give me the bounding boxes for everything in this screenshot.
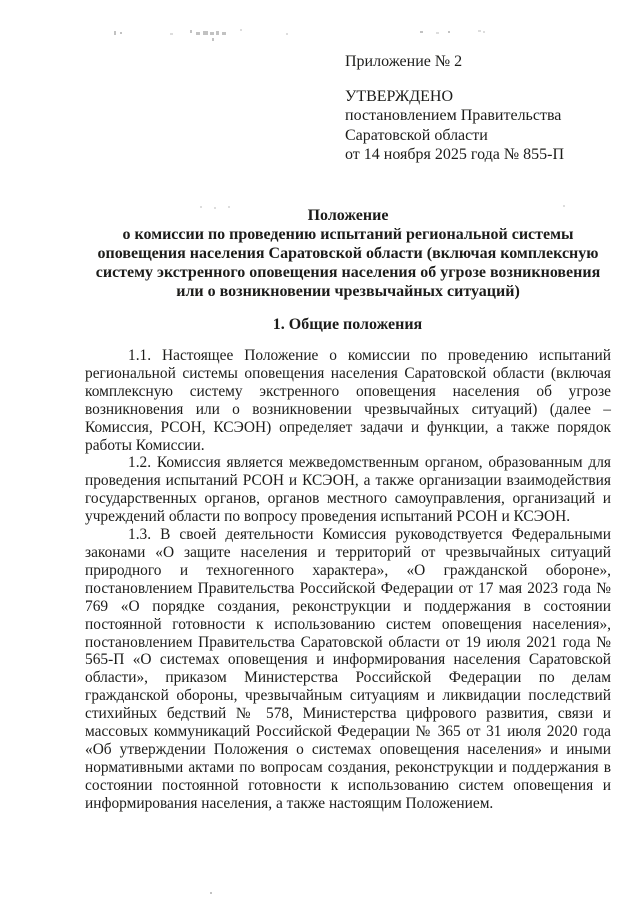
scan-artifact [170, 33, 173, 35]
scan-artifact [196, 32, 200, 35]
scan-artifact [212, 38, 214, 41]
scan-artifact [203, 31, 208, 35]
scan-artifact [240, 29, 242, 31]
title-line: о комиссии по проведению испытаний региональной системы [122, 226, 574, 243]
paragraph-1-3: 1.3. В своей деятельности Комиссия руководствуется Федеральными законами «О защите населения и территорий от чрезвычайных ситуаций природного и техногенного характера», «О гражданской обороне», постановлением Правительства Российской Федерации от 17 мая 2023 года № 769 «О порядке создания, реконструкции и поддержания в состоянии постоянной готовности к использованию систем оповещения населения», постановлением Правительства Саратовской области от 19 июля 2021 года № 565-П «О системах оповещения и информирования населения Саратовской области», приказом Министерства Российской Федерации по делам гражданской обороны, чрезвычайным ситуациям и ликвидации последствий стихийных бедствий № 578, Министерства цифрового развития, связи и массовых коммуникаций Российской Федерации № 365 от 31 июля 2020 года «Об утверждении Положения о системах оповещения населения» и иными нормативными актами по вопросам создания, реконструкции и поддержания в состоянии постоянной готовности к использованию систем оповещения и информирования населения, а также настоящим Положением. [85, 526, 611, 812]
approved-word: УТВЕРЖДЕНО [345, 87, 454, 105]
paragraph-1-2: 1.2. Комиссия является межведомственным органом, образованным для проведения испытаний РСОН и КСЭОН, а также организации взаимодействия государственных органов, органов местного самоуправления, организаций и учреждений области по вопросу проведения испытаний РСОН и КСЭОН. [85, 454, 611, 526]
scan-artifact [420, 31, 423, 33]
title-line: систему экстренного оповещения населения об угрозе возникновения [95, 264, 601, 281]
scan-artifact [222, 32, 226, 35]
scan-artifact [216, 31, 219, 35]
title-line: Положение [307, 207, 389, 224]
scan-artifact [478, 30, 481, 32]
scan-artifact [483, 31, 485, 33]
approval-line: Саратовской области [345, 126, 488, 144]
scan-artifact [210, 892, 212, 894]
approval-block [345, 52, 564, 165]
approval-line: постановлением Правительства [345, 107, 562, 124]
approval-line: от 14 ноября 2025 года № 855-П [345, 146, 564, 163]
paragraph-1-1: 1.1. Настоящее Положение о комиссии по проведению испытаний региональной системы оповещения населения Саратовской области (включая комплексную систему экстренного оповещения населения об угрозе возникновения или о возникновении чрезвычайных ситуаций) (далее – Комиссия, РСОН, КСЭОН) определяет задачи и функции, а также порядок работы Комиссии. [85, 347, 611, 454]
document-title [72, 206, 624, 301]
scan-artifact [436, 32, 439, 34]
scan-artifact [286, 33, 288, 35]
scan-artifact [210, 32, 214, 35]
scan-artifact [114, 31, 116, 35]
scan-artifact [120, 32, 122, 34]
appendix-label: Приложение № 2 [345, 53, 463, 70]
section-body [85, 347, 611, 813]
section-heading: 1. Общие положения [272, 316, 423, 333]
title-line: оповещения населения Саратовской области (включая комплексную [97, 245, 599, 262]
scan-artifact [448, 31, 450, 33]
scan-artifact [190, 30, 192, 33]
title-line: или о возникновении чрезвычайных ситуаций) [176, 283, 520, 300]
